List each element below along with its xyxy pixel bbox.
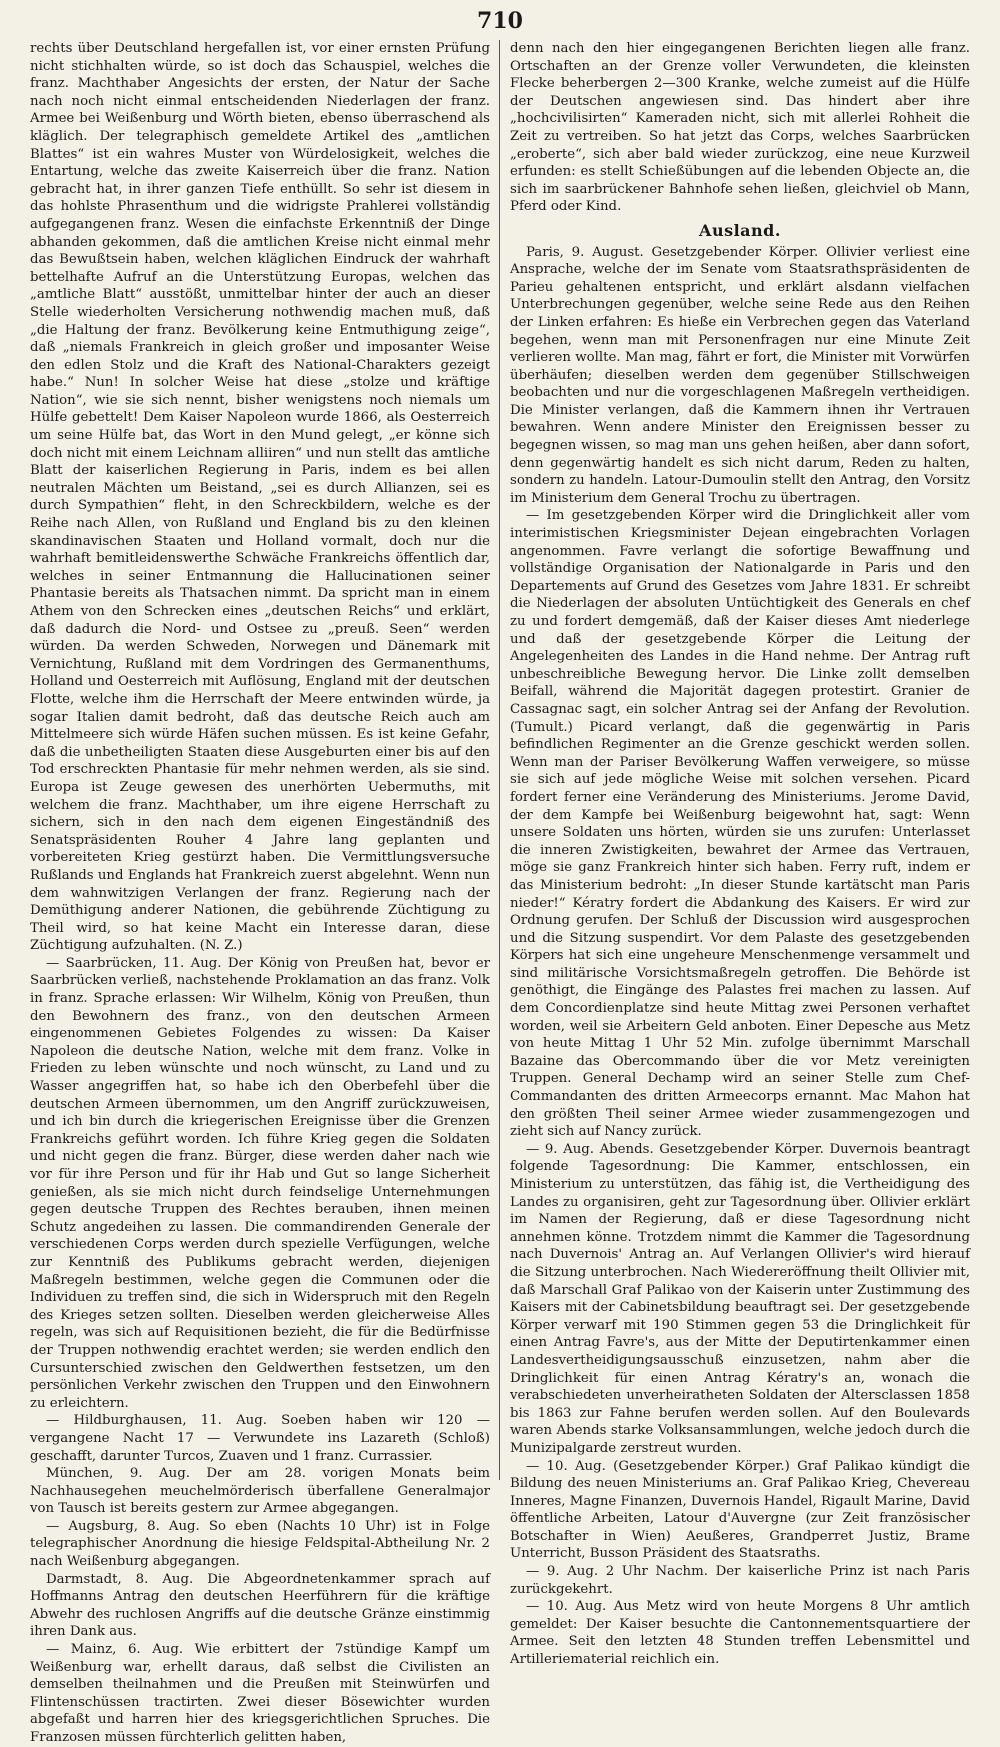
article-paragraph: rechts über Deutschland hergefallen ist, vor einer ernsten Prüfung nicht stichhalten würde, so ist doch das Schauspiel, welches die franz. Machthaber Angesichts der ersten, der Natur der Sache nach noch nicht einmal entscheidenden Niederlagen der franz. Armee bei Weißenburg und Wörth bieten, ebenso überraschend als kläglich. Der telegraphisch gemeldete Artikel des „amtlichen Blattes“ ist ein wahres Muster von Würdelosigkeit, welches die Entartung, welche das zweite Kaiserreich über die franz. Nation gebracht hat, in ihrer ganzen Tiefe enthüllt. So sehr ist diesem in das hohlste Phrasenthum und die widrigste Prahlerei vollständig aufgegangenen franz. Wesen die einfachste Erkenntniß der Dinge abhanden gekommen, daß die amtlichen Kreise nicht einmal mehr das Bewußtsein haben, welchen kläglichen Eindruck der wahrhaft bettelhafte Aufruf an die Unterstützung Europas, welchen das „amtliche Blatt“ ausstößt, unmittelbar hinter der auch an dieser Stelle wiederholten Versicherung nothwendig machen muß, daß „die Haltung der franz. Bevölkerung keine Entmuthigung zeige“, daß „niemals Frankreich in gleich großer und imposanter Weise den edlen Stolz und die Kraft des National-Charakters gezeigt habe.“ Nun! In solcher Weise hat diese „stolze und kräftige Nation“, wie sie sich nennt, bisher wenigstens noch niemals um Hülfe gebettelt! Dem Kaiser Napoleon wurde 1866, als Oesterreich um seine Hülfe bat, das Wort in den Mund gelegt, „er könne sich doch nicht mit einem Leichnam alliiren“ und nun stellt das amtliche Blatt der kaiserlichen Regierung in Paris, indem es bei allen neutralen Mächten um Beistand, „sei es durch Allianzen, sei es durch Sympathien“ fleht, in den Schreckbildern, welche es der Reihe nach Allen, von Rußland und England bis zu den kleinen skandinavischen Staaten und Holland vormalt, doch nur die wahrhaft bemitleidenswerthe Schwäche Frankreichs öffentlich dar, welches in seiner Entmannung die Hallucinationen seiner Phantasie bereits als Thatsachen nimmt. Da spricht man in einem Athem von den Schrecken eines „deutschen Reichs“ und erklärt, daß dadurch die Nord- und Ostsee zu „preuß. Seen“ werden würden. Da werden Schweden, Norwegen und Dänemark mit Vernichtung, Rußland mit dem Vordringen des Germanenthums, Holland und Oesterreich mit Auflösung, England mit der deutschen Flotte, welche ihm die Herrschaft der Meere entwinden würde, ja sogar Italien damit bedroht, daß das deutsche Reich auch am Mittelmeere sich würde Häfen suchen müssen. Es ist keine Gefahr, daß die unbetheiligten Staaten diese Ausgeburten einer bis auf den Tod erschreckten Phantasie für mehr nehmen werden, als sie sind. Europa ist Zeuge gewesen des unerhörten Uebermuths, mit welchem die franz. Machthaber, um ihre eigene Herrschaft zu sichern, sich in den nach dem eigenen Eingeständniß des Senatspräsidenten Rouher 4 Jahre lang geplanten und vorbereiteten Krieg gestürzt haben. Die Vermittlungsversuche Rußlands und Englands hat Frankreich zuerst abgelehnt. Wenn nun dem wahnwitzigen Verlangen der franz. Regierung nach der Demüthigung anderer Nationen, die gebührende Züchtigung zu Theil wird, so hat keine Macht ein Interesse daran, diese Züchtigung aufzuhalten. (N. Z.) [30, 41, 490, 954]
article-saarbruecken: — Saarbrücken, 11. Aug. Der König von Preußen hat, bevor er Saarbrücken verließ, nachstehende Proklamation an das franz. Volk in franz. Sprache erlassen: Wir Wilhelm, König von Preußen, thun den Bewohnern des franz., von den deutschen Armeen eingenommenen Gebietes Folgendes zu wissen: Da Kaiser Napoleon die deutsche Nation, welche mit dem franz. Volke in Frieden zu leben wünschte und noch wünscht, zu Land und zu Wasser angegriffen hat, so habe ich den Oberbefehl über die deutschen Armeen übernommen, um den Angriff zurückzuweisen, und ich bin durch die kriegerischen Ereignisse über die Grenzen Frankreichs geführt worden. Ich führe Krieg gegen die Soldaten und nicht gegen die franz. Bürger, diese werden daher nach wie vor für ihre Person und für ihr Hab und Gut so lange Sicherheit genießen, als sie mich nicht durch feindselige Unternehmungen gegen deutsche Truppen des Rechtes berauben, ihnen meinen Schutz angedeihen zu lassen. Die commandirenden Generale der verschiedenen Corps werden durch spezielle Verfügungen, welche zur Kenntniß des Publikums gebracht werden, diejenigen Maßregeln bestimmen, welche gegen die Communen oder die Individuen zu treffen sind, die sich in Widerspruch mit den Regeln des Krieges setzen sollten. Dieselben werden gleicherweise Alles regeln, was sich auf Requisitionen bezieht, die für die Bedürfnisse der Truppen nothwendig erachtet werden; sie werden endlich den Cursunterschied zwischen den Geldwerthen festsetzen, um den persönlichen Verkehr zwischen den Truppen und den Einwohnern zu erleichtern. [30, 955, 490, 1411]
article-9-aug-abends: — 9. Aug. Abends. Gesetzgebender Körper. Duvernois beantragt folgende Tagesordnung: Die Kammer, entschlossen, ein Ministerium zu unterstützen, das fähig ist, die Vertheidigung des Landes zu organisiren, geht zur Tagesordnung über. Ollivier erklärt im Namen der Regierung, daß er diese Tagesordnung nicht annehmen könne. Trotzdem nimmt die Kammer die Tagesordnung nach Duvernois' Antrag an. Auf Verlangen Ollivier's wird hierauf die Sitzung unterbrochen. Nach Wiedereröffnung theilt Ollivier mit, daß Marschall Graf Palikao von der Kaiserin unter Zustimmung des Kaisers mit der Cabinetsbildung beauftragt sei. Der gesetzgebende Körper verwarf mit 190 Stimmen gegen 53 die Dringlichkeit für einen Antrag Favre's, aus der Mitte der Deputirtenkammer einen Landesvertheidigungsausschuß einzusetzen, nahm aber die Dringlichkeit für einen Antrag Kératry's an, wonach die verabschiedeten unverheiratheten Soldaten der Altersclassen 1858 bis 1863 zur Fahne berufen werden sollen. Auf den Boulevards waren Abends starke Volksansammlungen, welche jedoch durch die Munizipalgarde zerstreut wurden. [510, 1141, 970, 1456]
article-muenchen: München, 9. Aug. Der am 28. vorigen Monats beim Nachhausegehen meuchelmörderisch überfallene Generalmajor von Tausch ist bereits gestern zur Armee abgegangen. [30, 1466, 490, 1517]
page-number: 710 [477, 8, 523, 34]
article-9-aug-prinz: — 9. Aug. 2 Uhr Nachm. Der kaiserliche Prinz ist nach Paris zurückgekehrt. [510, 1564, 970, 1597]
article-gesetzgebender-koerper: — Im gesetzgebenden Körper wird die Dringlichkeit aller vom interimistischen Kriegsminister Dejean eingebrachten Vorlagen angenommen. Favre verlangt die sofortige Bewaffnung und vollständige Organisation der Nationalgarde in Paris und den Departements auf Grund des Gesetzes vom Jahre 1831. Er schreibt die Niederlagen der absoluten Untüchtigkeit des Generals en chef zu und fordert demgemäß, daß der Kaiser dieses Amt niederlege und daß der gesetzgebende Körper die Leitung der Angelegenheiten des Landes in die Hand nehme. Der Antrag ruft unbeschreibliche Bewegung hervor. Die Linke zollt demselben Beifall, während die Majorität dagegen protestirt. Granier de Cassagnac sagt, ein solcher Antrag sei der Anfang der Revolution. (Tumult.) Picard verlangt, daß die gegenwärtig in Paris befindlichen Regimenter an die Grenze geschickt werden sollen. Wenn man der Pariser Bevölkerung Waffen verweigere, so müsse sie sich auf jede mögliche Weise mit solchen versehen. Picard fordert ferner eine Veränderung des Ministeriums. Jerome David, der dem Kampfe bei Weißenburg beigewohnt hat, sagt: Wenn unsere Soldaten uns hörten, würden sie uns zurufen: Unterlasset die inneren Zwistigkeiten, bewahret der Armee das Vertrauen, möge sie ganz Frankreich hinter sich haben. Ferry ruft, indem er das Ministerium bedroht: „In dieser Stunde kartätscht man Paris nieder!“ Kératry fordert die Abdankung des Kaisers. Er wird zur Ordnung gerufen. Der Schluß der Discussion wird ausgesprochen und die Sitzung suspendirt. Vor dem Palaste des gesetzgebenden Körpers hat sich eine ungeheure Menschenmenge versammelt und sind militärische Vorsichtsmaßregeln getroffen. Die Behörde ist genöthigt, die Eingänge des Palastes frei machen zu lassen. Auf dem Concordienplatze sind heute Mittag zwei Personen verhaftet worden, weil sie Arbeitern Geld anboten. Einer Depesche aus Metz von heute Mittag 1 Uhr 52 Min. zufolge übernimmt Marschall Bazaine das Obercommando über die vor Metz vereinigten Truppen. General Dechamp wird an seiner Stelle zum Chef-Commandanten des dritten Armeecorps ernannt. Mac Mahon hat den größten Theil seiner Armee wieder zusammengezogen und zieht sich auf Nancy zurück. [510, 508, 970, 1140]
article-augsburg: — Augsburg, 8. Aug. So eben (Nachts 10 Uhr) ist in Folge telegraphischer Anordnung die hiesige Feldspital-Abtheilung Nr. 2 nach Weißenburg abgegangen. [30, 1518, 490, 1570]
article-10-aug-metz: — 10. Aug. Aus Metz wird von heute Morgens 8 Uhr amtlich gemeldet: Der Kaiser besuchte die Cantonnementsquartiere der Armee. Seit den letzten 48 Stunden treffen Lebensmittel und Artilleriematerial reichlich ein. [510, 1599, 970, 1668]
article-mainz: — Mainz, 6. Aug. Wie erbittert der 7stündige Kampf um Weißenburg war, erhellt daraus, daß selbst die Civilisten an demselben theilnahmen und die Preußen mit Steinwürfen und Flintenschüssen tractirten. Zwei dieser Bösewichter wurden abgefaßt und harren hier des kriegsgerichtlichen Spruches. Die Franzosen müssen fürchterlich gelitten haben, [30, 1642, 490, 1745]
article-paris: Paris, 9. August. Gesetzgebender Körper. Ollivier verliest eine Ansprache, welche der im Senate vom Staatsrathspräsidenten de Parieu gehaltenen entspricht, und erklärt alsdann vielfachen Unterbrechungen gegenüber, welche seine Rede aus den Reihen der Linken erfahren: Es hieße ein Verbrechen gegen das Vaterland begehen, wenn man mit Personenfragen nur eine Minute Zeit verlieren wollte. Man mag, fährt er fort, die Minister mit Vorwürfen überhäufen; dieselben werden dem gegenüber Stillschweigen beobachten und nur die vorgeschlagenen Maßregeln vertheidigen. Die Minister verlangen, daß die Kammern ihnen ihr Vertrauen bewahren. Wenn andere Minister den Ereignissen besser zu begegnen wissen, so mag man uns gehen heißen, aber dann sofort, denn gegenwärtig handelt es sich nicht darum, Reden zu halten, sondern zu handeln. Latour-Dumoulin stellt den Antrag, den Vorsitz im Ministerium dem General Trochu zu übertragen. [510, 244, 970, 506]
article-darmstadt: Darmstadt, 8. Aug. Die Abgeordnetenkammer sprach auf Hoffmanns Antrag den deutschen Heerführern für die kräftige Abwehr des ruchlosen Angriffs auf die deutsche Gränze einstimmig ihren Dank aus. [30, 1571, 490, 1640]
article-hildburghausen: — Hildburghausen, 11. Aug. Soeben haben wir 120 — vergangene Nacht 17 — Verwundete ins Lazareth (Schloß) geschafft, darunter Turcos, Zuaven und 1 franz. Currassier. [30, 1413, 490, 1464]
column-divider [499, 40, 500, 1480]
left-column [30, 40, 490, 1745]
section-heading-ausland: Ausland. [699, 220, 781, 240]
right-column [510, 40, 970, 1668]
article-10-aug-ministerium: — 10. Aug. (Gesetzgebender Körper.) Graf Palikao kündigt die Bildung des neuen Ministeriums an. Graf Palikao Krieg, Chevereau Inneres, Magne Finanzen, Duvernois Handel, Rigault Marine, David öffentliche Arbeiten, Latour d'Auvergne (zur Zeit französischer Botschafter in Wien) Aeußeres, Grandperret Justiz, Brame Unterricht, Busson Präsident des Staatsraths. [510, 1458, 970, 1562]
newspaper-page [30, 8, 970, 1745]
article-continuation: denn nach den hier eingegangenen Berichten liegen alle franz. Ortschaften an der Grenze voller Verwundeten, die kleinsten Flecke beherbergen 2—300 Kranke, welche zumeist auf die Hülfe der Deutschen angewiesen sind. Das hindert aber ihre „hochcivilisirten“ Kameraden nicht, sich mit allerlei Rohheit die Zeit zu vertreiben. So hat jetzt das Corps, welches Saarbrücken „eroberte“, sich aber bald wieder zurückzog, eine neue Kurzweil erfunden: es stellt Schießübungen auf die lebenden Objecte an, die sich im saarbrückener Bahnhofe sehen ließen, gleichviel ob Mann, Pferd oder Kind. [510, 41, 970, 215]
